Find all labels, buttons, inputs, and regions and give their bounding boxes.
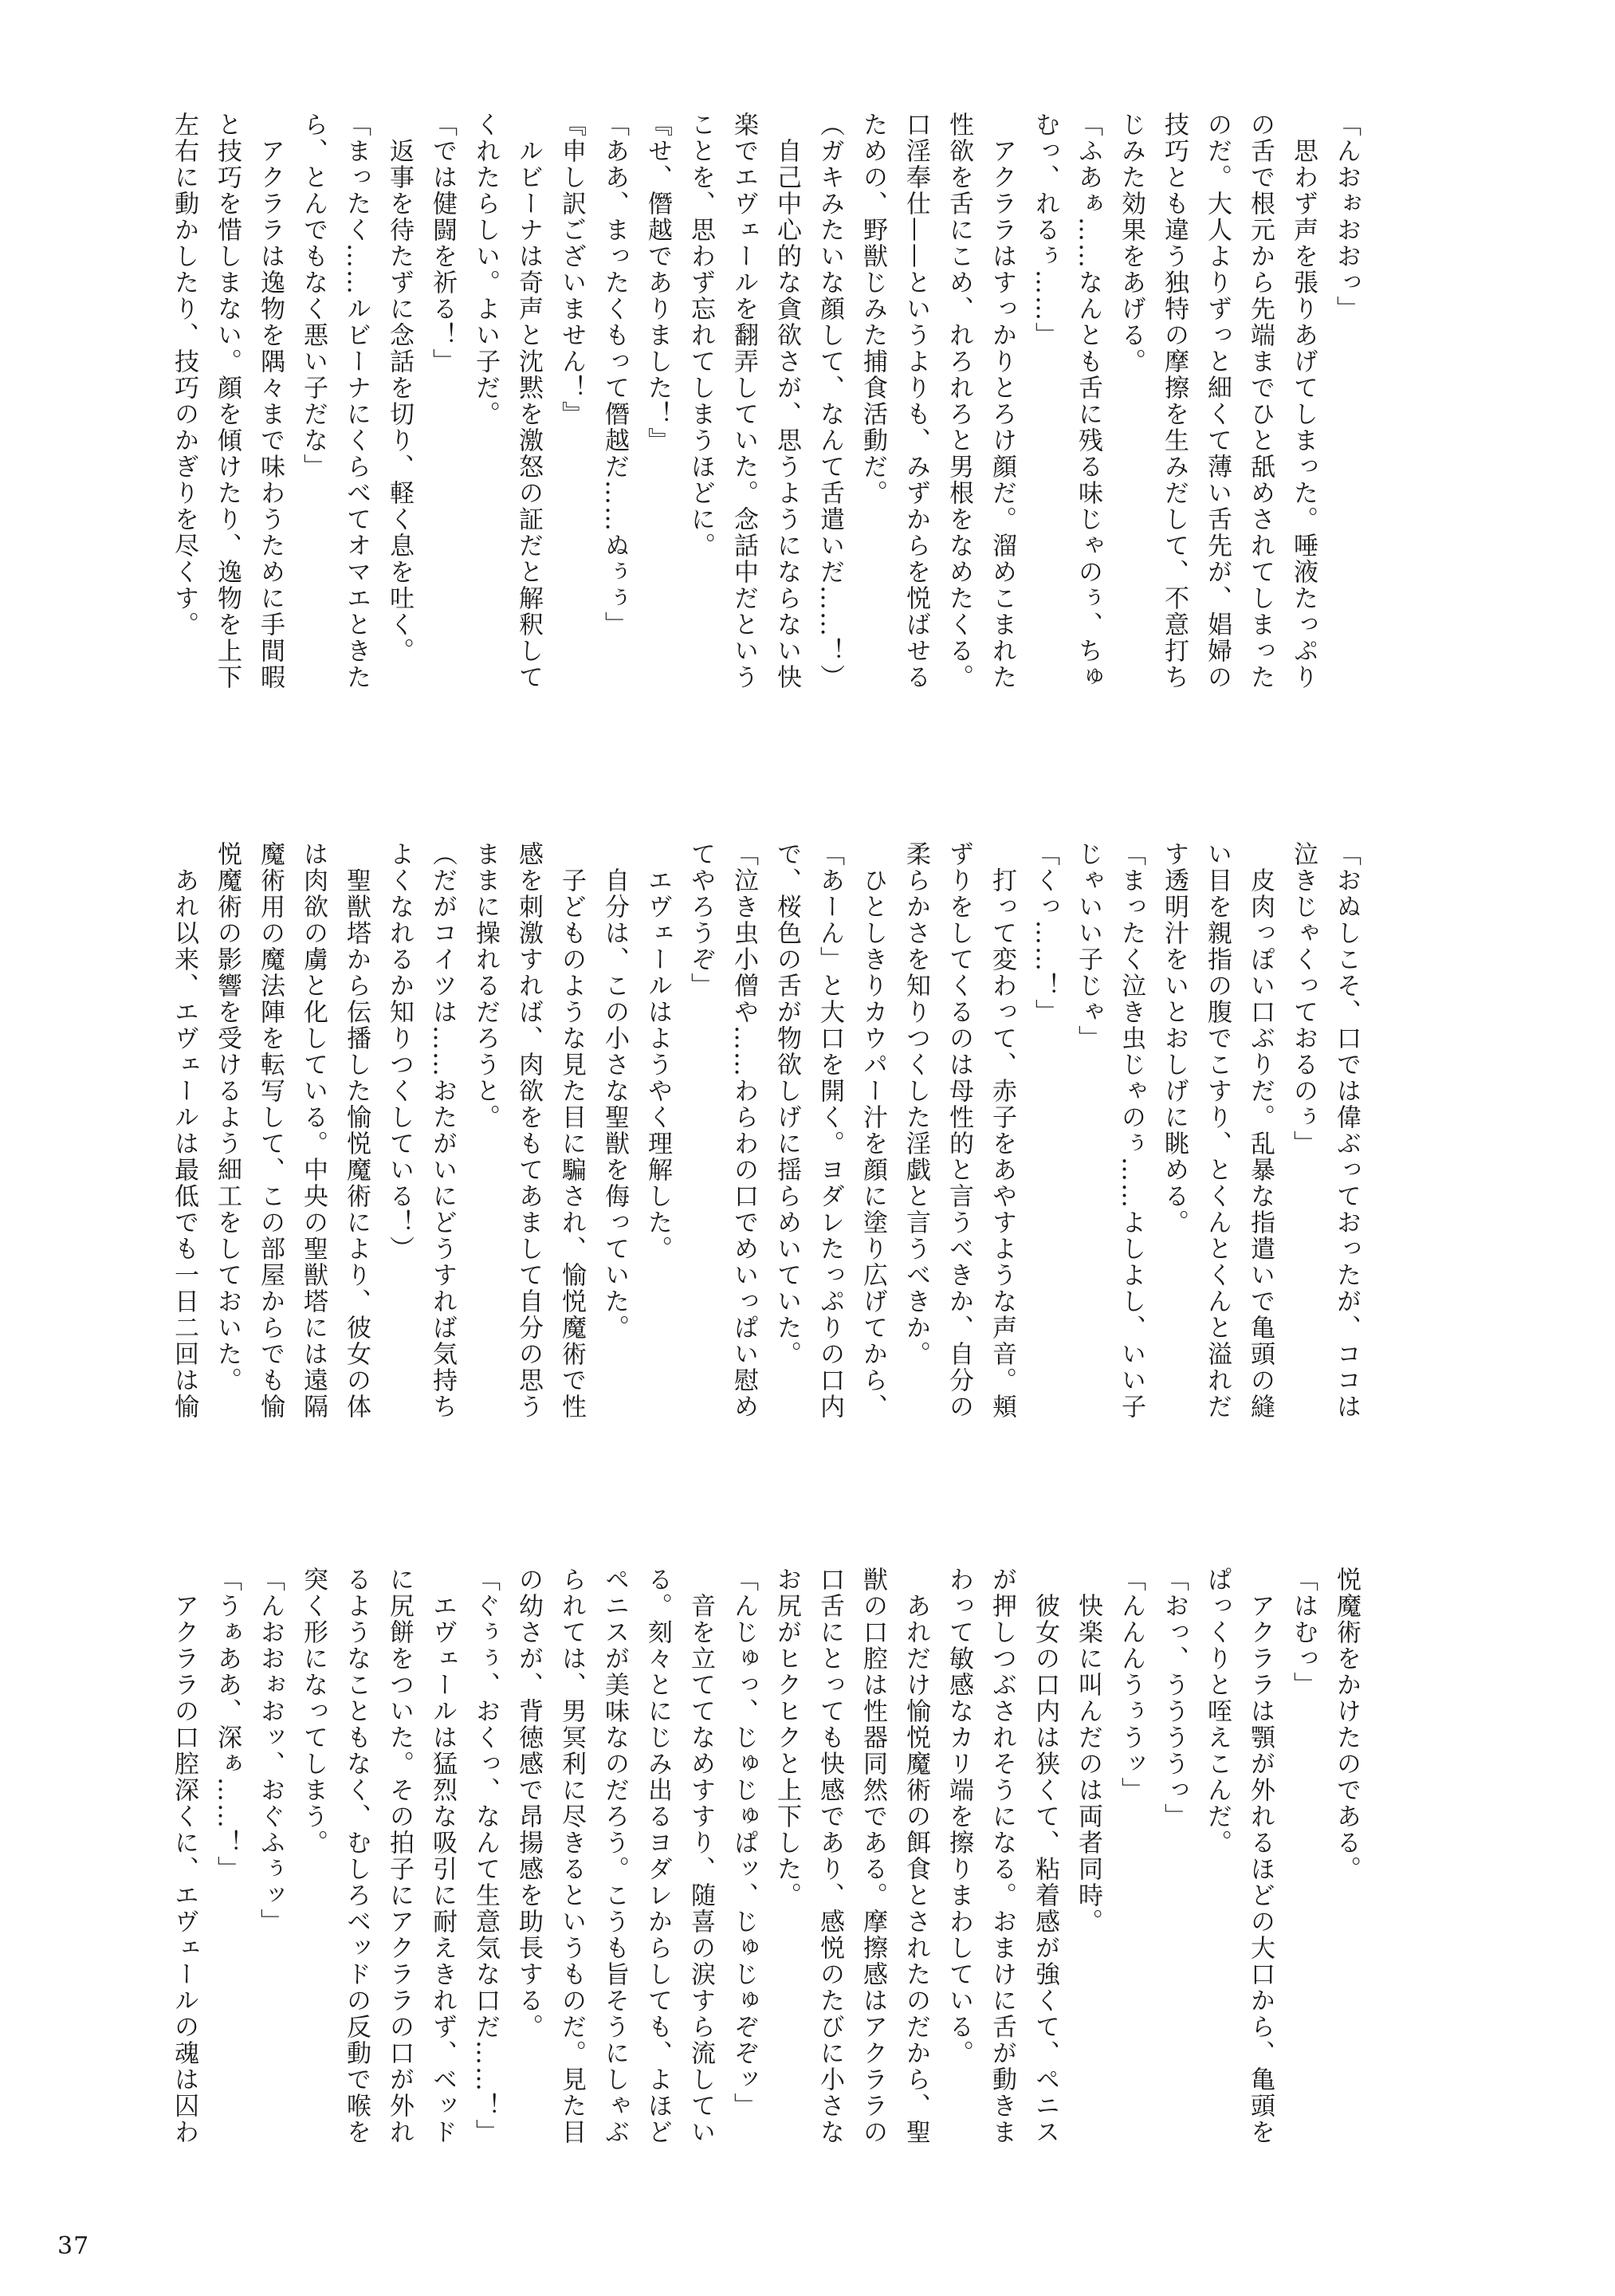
lower-line: ぱっくりと咥えこんだ。 (1203, 1567, 1232, 1856)
upper-line: 楽でエヴェールを翻弄していた。念話中だという (729, 112, 758, 690)
upper-line: 左右に動かしたり、技巧のかぎりを尽くす。 (170, 112, 198, 638)
upper-line: 『申し訳ございません！』 (557, 112, 586, 427)
lower-line: 音を立ててなめすすり、随喜の涙すら流してい (686, 1567, 715, 2145)
lower-line: るようなこともなく、むしろベッドの反動で喉を (342, 1567, 371, 2145)
middle-line: す透明汁をいとおしげに眺める。 (1160, 841, 1189, 1236)
middle-line: 聖獣塔から伝播した愉悦魔術により、彼女の体 (342, 841, 371, 1420)
upper-line: （ガキみたいな顔して、なんて舌遣いだ……！） (815, 112, 844, 690)
page-number: 37 (57, 2232, 90, 2260)
middle-line: エヴェールはようやく理解した。 (643, 841, 672, 1262)
upper-line: ことを、思わず忘れてしまうほどに。 (686, 112, 715, 559)
upper-line: アクララはすっかりとろけ顔だ。溜めこまれた (988, 112, 1016, 690)
upper-line: 「では健闘を祈る！」 (428, 112, 457, 375)
middle-line: で、桜色の舌が物欲しげに揺らめいていた。 (772, 841, 801, 1367)
middle-line: じゃいい子じゃ」 (1074, 841, 1102, 1052)
middle-line: 感を刺激すれば、肉欲をもてあまして自分の思う (514, 841, 543, 1420)
lower-line: の幼さが、背徳感で昂揚感を助長する。 (514, 1567, 543, 2040)
lower-line: 「うぁああ、深ぁ……！」 (213, 1567, 242, 1882)
upper-line: 「ああ、まったくもって僭越だ……ぬぅぅ」 (600, 112, 629, 638)
middle-line: （だがコイツは……おたがいにどうすれば気持ち (428, 841, 457, 1420)
upper-line: 性欲を舌にこめ、れろれろと男根をなめたくる。 (945, 112, 973, 690)
lower-line: 悦魔術をかけたのである。 (1332, 1567, 1361, 1882)
lower-line: ペニスが美味なのだろう。こうも旨そうにしゃぶ (600, 1567, 629, 2145)
lower-line: アクララの口腔深くに、エヴェールの魂は囚わ (170, 1567, 198, 2145)
lower-line: エヴェールは猛烈な吸引に耐えきれず、ベッド (428, 1567, 457, 2145)
upper-line: のだ。大人よりずっと細くて薄い舌先が、娼婦の (1203, 112, 1232, 690)
middle-line: 自分は、この小さな聖獣を侮っていた。 (600, 841, 629, 1341)
lower-line: 口舌にとっても快感であり、感悦のたびに小さな (815, 1567, 844, 2145)
lower-line: 「はむっ」 (1289, 1567, 1318, 1698)
upper-line: ための、野獣じみた捕食活動だ。 (859, 112, 887, 506)
upper-line: 返事を待たずに念話を切り、軽く息を吐く。 (385, 112, 414, 664)
middle-line: 皮肉っぽい口ぶりだ。乱暴な指遣いで亀頭の縫 (1246, 841, 1275, 1420)
middle-line: 柔らかさを知りつくした淫戯と言うべきか。 (902, 841, 930, 1367)
middle-line: 魔術用の魔法陣を転写して、この部屋からでも愉 (256, 841, 285, 1420)
lower-line: わって敏感なカリ端を擦りまわしている。 (945, 1567, 973, 2066)
lower-line: 「おっ、ううううっ」 (1160, 1567, 1189, 1830)
upper-line: ら、とんでもなく悪い子だな」 (299, 112, 328, 480)
upper-line: じみた効果をあげる。 (1117, 112, 1145, 375)
upper-line: 技巧とも違う独特の摩擦を生みだして、不意打ち (1160, 112, 1189, 690)
lower-line: 彼女の口内は狭くて、粘着感が強くて、ペニス (1031, 1567, 1059, 2145)
middle-line: あれ以来、エヴェールは最低でも一日二回は愉 (170, 841, 198, 1420)
middle-line: 子どものような見た目に騙され、愉悦魔術で性 (557, 841, 586, 1420)
upper-line: と技巧を惜しまない。顔を傾けたり、逸物を上下 (213, 112, 242, 690)
lower-line: 快楽に叫んだのは両者同時。 (1074, 1567, 1102, 1935)
middle-line: 「おぬしこそ、口では偉ぶっておったが、ココは (1332, 841, 1361, 1420)
lower-line: が押しつぶされそうになる。おまけに舌が動きま (988, 1567, 1016, 2145)
upper-line: 『せ、僭越でありました！』 (643, 112, 672, 454)
upper-line: 「まったく……ルビーナにくらべてオマエときた (342, 112, 371, 690)
text-block-middle (170, 841, 1368, 1527)
lower-line: 「ぐぅぅ、おくっ、なんて生意気な口だ……！」 (471, 1567, 500, 2145)
lower-line: お尻がヒクヒクと上下した。 (772, 1567, 801, 1909)
lower-line: られては、男冥利に尽きるというものだ。見た目 (557, 1567, 586, 2145)
middle-line: 打って変わって、赤子をあやすような声音。頬 (988, 841, 1016, 1420)
lower-line: 「んおおぉおッ、おぐふぅッ」 (256, 1567, 285, 1935)
middle-line: 「あーん」と大口を開く。ヨダレたっぷりの口内 (815, 841, 844, 1420)
middle-line: い目を親指の腹でこすり、とくんとくんと溢れだ (1203, 841, 1232, 1420)
upper-line: くれたらしい。よい子だ。 (471, 112, 500, 427)
upper-line: ルビーナは奇声と沈黙を激怒の証だと解釈して (514, 112, 543, 690)
upper-line: むっ、れるぅ……」 (1031, 112, 1059, 348)
lower-line: 獣の口腔は性器同然である。摩擦感はアクララの (859, 1567, 887, 2145)
upper-line: 口淫奉仕——というよりも、みずからを悦ばせる (902, 112, 930, 690)
upper-line: の舌で根元から先端までひと舐めされてしまった (1246, 112, 1275, 690)
middle-line: ままに操れるだろうと。 (471, 841, 500, 1130)
lower-line: あれだけ愉悦魔術の餌食とされたのだから、聖 (902, 1567, 930, 2145)
upper-line: 「んおぉおおっ」 (1332, 112, 1361, 322)
lower-line: 「んじゅっ、じゅじゅぱッ、じゅじゅぞぞッ」 (729, 1567, 758, 2119)
upper-line: 自己中心的な貪欲さが、思うようにならない快 (772, 112, 801, 690)
upper-line: 「ふあぁ……なんとも舌に残る味じゃのぅ、ちゅ (1074, 112, 1102, 690)
middle-line: ずりをしてくるのは母性的と言うべきか、自分の (945, 841, 973, 1420)
middle-line: 泣きじゃくっておるのぅ」 (1289, 841, 1318, 1157)
upper-line: 思わず声を張りあげてしまった。唾液たっぷり (1289, 112, 1318, 690)
middle-line: 悦魔術の影響を受けるよう細工をしておいた。 (213, 841, 242, 1394)
lower-line: に尻餅をついた。その拍子にアクララの口が外れ (385, 1567, 414, 2145)
lower-line: 突く形になってしまう。 (299, 1567, 328, 1856)
middle-line: てやろうぞ」 (686, 841, 715, 999)
upper-line: アクララは逸物を隅々まで味わうために手間暇 (256, 112, 285, 690)
middle-line: 「泣き虫小僧や……わらわの口でめいっぱい慰め (729, 841, 758, 1420)
lower-line: 「んんんうぅうッ」 (1117, 1567, 1145, 1803)
middle-line: ひとしきりカウパー汁を顔に塗り広げてから、 (859, 841, 887, 1420)
lower-line: アクララは顎が外れるほどの大口から、亀頭を (1246, 1567, 1275, 2145)
middle-line: よくなれるか知りつくしている！） (385, 841, 414, 1262)
text-block-upper (170, 112, 1368, 797)
lower-line: る。刻々とにじみ出るヨダレからしても、よほど (643, 1567, 672, 2145)
middle-line: 「くっ……！」 (1031, 841, 1059, 1025)
middle-line: は肉欲の虜と化している。中央の聖獣塔には遠隔 (299, 841, 328, 1420)
text-block-lower (170, 1567, 1368, 2220)
middle-line: 「まったく泣き虫じゃのぅ……よしよし、いい子 (1117, 841, 1145, 1420)
